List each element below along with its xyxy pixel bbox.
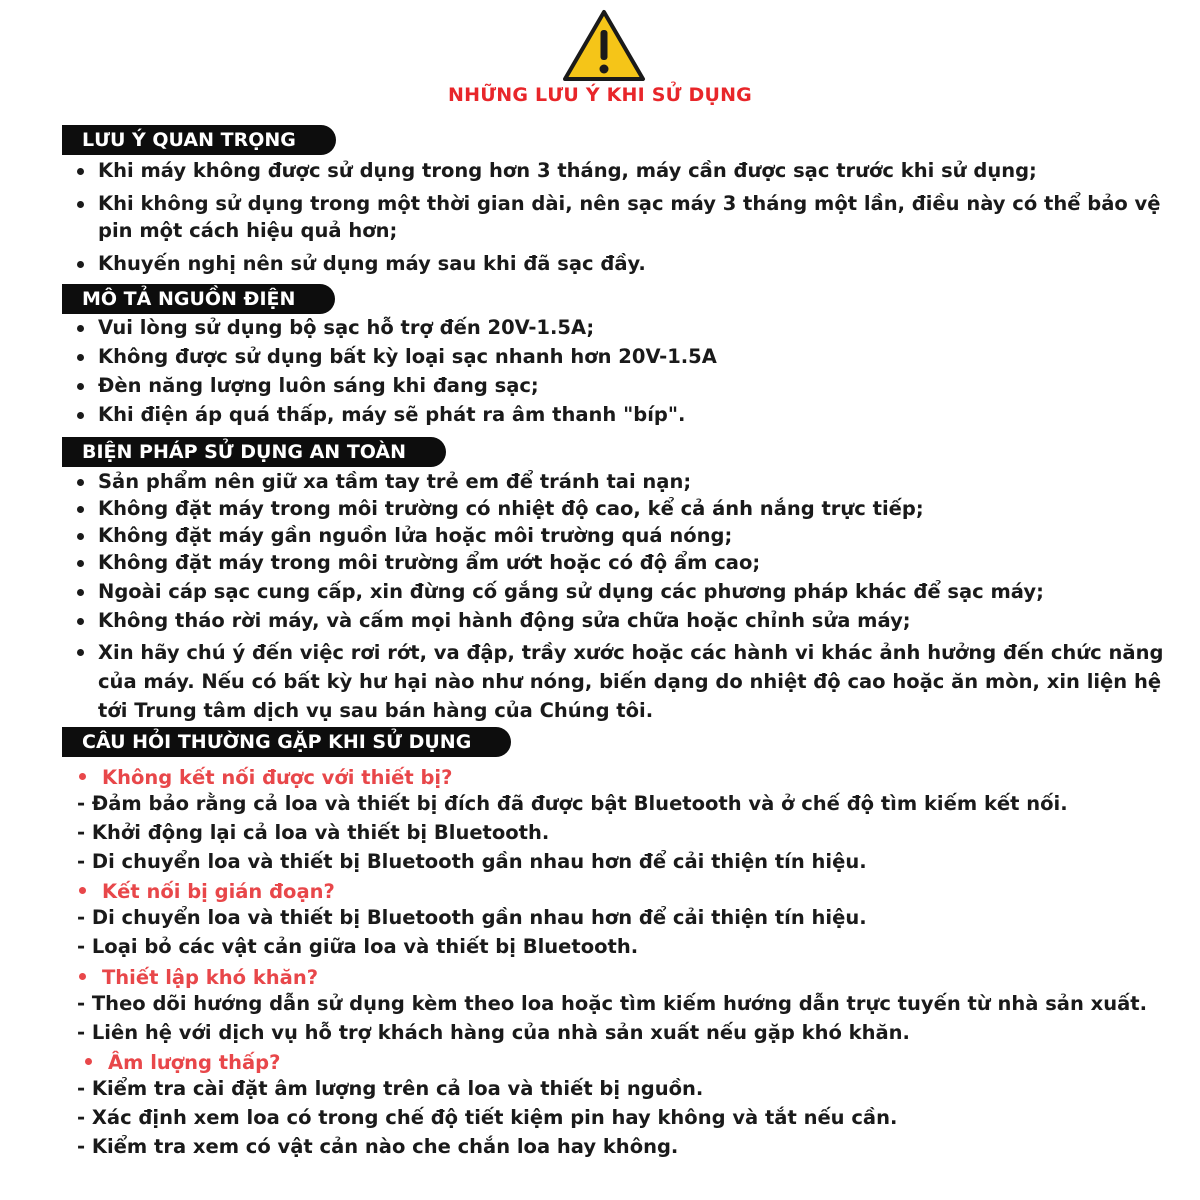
warning-triangle-icon [561,8,647,84]
list-item: Khuyến nghị nên sử dụng máy sau khi đã sạc đầy. [0,250,1200,277]
faq-answer: - Đảm bảo rằng cả loa và thiết bị đích đã được bật Bluetooth và ở chế độ tìm kiếm kết nối. [77,792,1068,815]
list-item: Không tháo rời máy, và cấm mọi hành động sửa chữa hoặc chỉnh sửa máy; [0,607,1200,634]
faq-answer: - Di chuyển loa và thiết bị Bluetooth gần nhau hơn để cải thiện tín hiệu. [77,906,867,929]
power-description-list [0,314,1200,428]
list-item: Xin hãy chú ý đến việc rơi rớt, va đập, trầy xước hoặc các hành vi khác ảnh hưởng đến chức năng của máy. Nếu có bất kỳ hư hại nào như nóng, biến dạng do nhiệt độ cao hoặc ăn mòn, xin liện hệ tới Trung tâm dịch vụ sau bán hàng của Chúng tôi. [0,638,1200,725]
faq-answer: - Loại bỏ các vật cản giữa loa và thiết bị Bluetooth. [77,935,639,958]
list-item: Không đặt máy trong môi trường ẩm ướt hoặc có độ ẩm cao; [0,549,1200,576]
list-item: Khi điện áp quá thấp, máy sẽ phát ra âm thanh "bíp". [0,401,1200,428]
faq-question: Không kết nối được với thiết bị? [79,764,452,792]
faq-question: Âm lượng thấp? [85,1049,280,1077]
bullet-dot-icon [85,1058,92,1065]
faq-question: Kết nối bị gián đoạn? [79,878,335,906]
faq-answer: - Liên hệ với dịch vụ hỗ trợ khách hàng của nhà sản xuất nếu gặp khó khăn. [77,1021,910,1044]
bullet-dot-icon [79,773,86,780]
faq-answer: - Di chuyển loa và thiết bị Bluetooth gần nhau hơn để cải thiện tín hiệu. [77,850,867,873]
faq-question: Thiết lập khó khăn? [79,964,318,992]
faq-answer: - Kiểm tra cài đặt âm lượng trên cả loa và thiết bị nguồn. [77,1077,704,1100]
list-item: Không đặt máy gần nguồn lửa hoặc môi trường quá nóng; [0,522,1200,549]
section-heading-safety: BIỆN PHÁP SỬ DỤNG AN TOÀN [62,437,446,467]
bullet-dot-icon [79,887,86,894]
list-item: Không được sử dụng bất kỳ loại sạc nhanh hơn 20V-1.5A [0,343,1200,370]
list-item: Vui lòng sử dụng bộ sạc hỗ trợ đến 20V-1.5A; [0,314,1200,341]
faq-answer: - Xác định xem loa có trong chế độ tiết kiệm pin hay không và tắt nếu cần. [77,1106,898,1129]
safety-measures-list [0,468,1200,725]
section-heading-important: LƯU Ý QUAN TRỌNG [62,125,336,155]
page-title: NHỮNG LƯU Ý KHI SỬ DỤNG [448,84,752,106]
list-item: Khi không sử dụng trong một thời gian dài, nên sạc máy 3 tháng một lần, điều này có thể bảo vệ pin một cách hiệu quả hơn; [0,190,1200,244]
section-heading-faq: CÂU HỎI THƯỜNG GẶP KHI SỬ DỤNG [62,727,511,757]
section-heading-power: MÔ TẢ NGUỒN ĐIỆN [62,284,335,314]
bullet-dot-icon [79,973,86,980]
list-item: Sản phẩm nên giữ xa tầm tay trẻ em để tránh tai nạn; [0,468,1200,495]
list-item: Không đặt máy trong môi trường có nhiệt độ cao, kể cả ánh nắng trực tiếp; [0,495,1200,522]
list-item: Ngoài cáp sạc cung cấp, xin đừng cố gắng sử dụng các phương pháp khác để sạc máy; [0,578,1200,605]
list-item: Khi máy không được sử dụng trong hơn 3 tháng, máy cần được sạc trước khi sử dụng; [0,157,1200,184]
faq-answer: - Kiểm tra xem có vật cản nào che chắn loa hay không. [77,1135,679,1158]
list-item: Đèn năng lượng luôn sáng khi đang sạc; [0,372,1200,399]
faq-answer: - Theo dõi hướng dẫn sử dụng kèm theo loa hoặc tìm kiếm hướng dẫn trực tuyến từ nhà sản xuất. [77,992,1147,1015]
important-notes-list [0,157,1200,277]
faq-answer: - Khởi động lại cả loa và thiết bị Bluetooth. [77,821,550,844]
